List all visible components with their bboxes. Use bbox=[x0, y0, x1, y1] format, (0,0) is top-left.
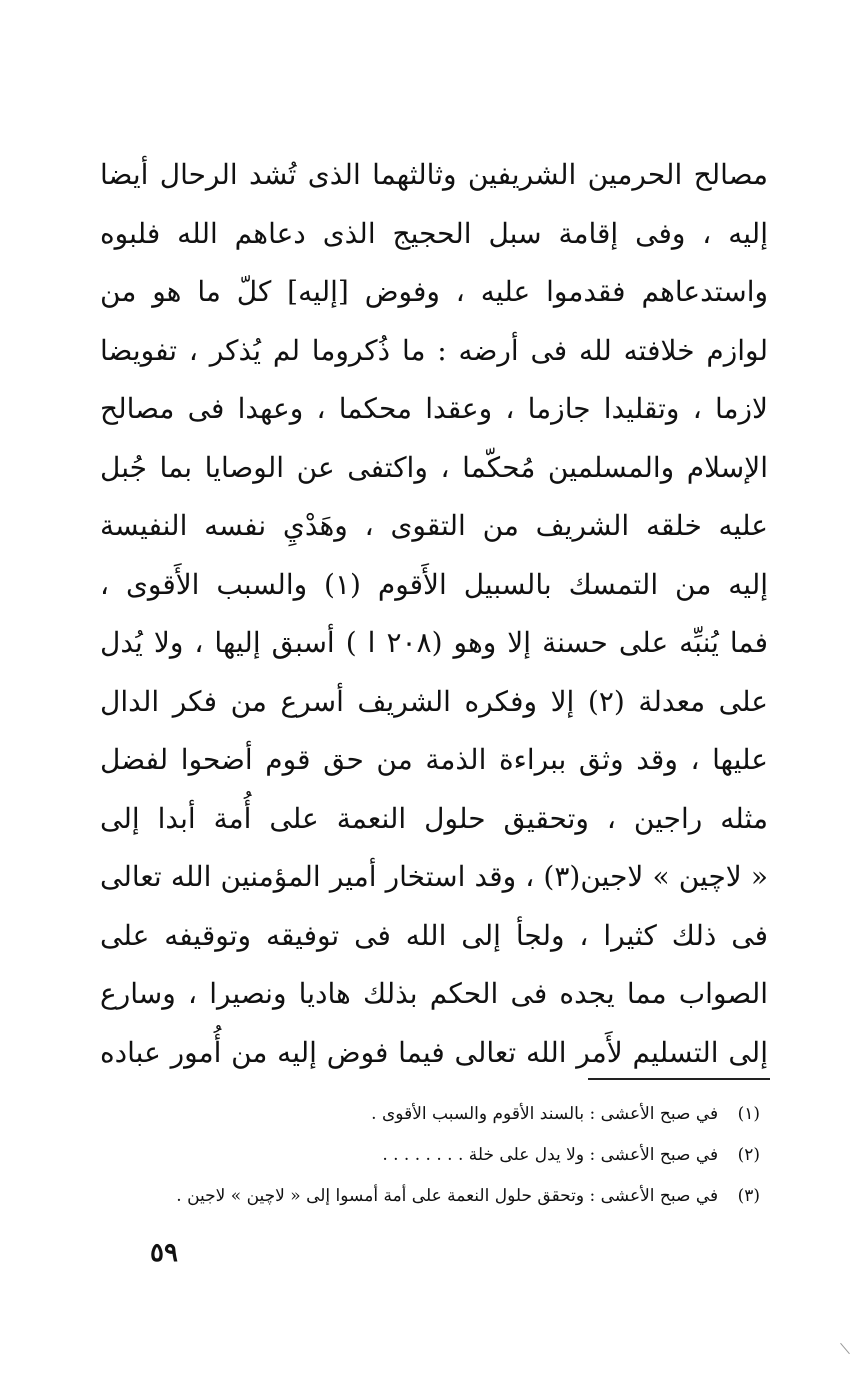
footnote-number: (٢) bbox=[737, 1145, 760, 1165]
text-line: واستدعاهم فقدموا عليه ، وفوض [إليه] كلّ ما هو من bbox=[100, 275, 768, 308]
main-text-block bbox=[100, 146, 768, 1082]
text-line: فى ذلك كثيرا ، ولجأ إلى الله فى توفيقه وتوقيفه على bbox=[100, 918, 768, 952]
footnote-text: في صبح الأعشى : وتحقق حلول النعمة على أمة أمسوا إلى « لاچين » لاجين . bbox=[176, 1186, 719, 1206]
footnote-item bbox=[180, 1135, 760, 1176]
text-line: عليها ، وقد وثق ببراءة الذمة من حق قوم أضحوا لفضل bbox=[100, 743, 768, 776]
scan-mark bbox=[840, 1343, 850, 1354]
text-line: الصواب مما يجده فى الحكم بذلك هاديا ونصيرا ، وسارع bbox=[100, 977, 768, 1010]
text-line: إلى التسليم لأَمر الله تعالى فيما فوض إليه من أُمور عباده bbox=[100, 1035, 768, 1069]
footnote-text: في صبح الأعشى : بالسند الأقوم والسبب الأقوى . bbox=[371, 1104, 719, 1124]
footnote-number: (٣) bbox=[737, 1186, 760, 1206]
text-line: مصالح الحرمين الشريفين وثالثهما الذى تُشد الرحال أيضا bbox=[100, 158, 768, 191]
text-line: فما يُنبِّه على حسنة إلا وهو (٢٠٨ ا ) أسبق إليها ، ولا يُدل bbox=[100, 626, 768, 659]
text-line: إليه ، وفى إقامة سبل الحجيج الذى دعاهم الله فلبوه bbox=[100, 216, 768, 250]
footnote-item bbox=[176, 1176, 760, 1217]
text-line: الإسلام والمسلمين مُحكّما ، واكتفى عن الوصايا بما جُبل bbox=[100, 450, 768, 484]
page-number: ٥٩ bbox=[150, 1238, 178, 1268]
footnote-item bbox=[180, 1094, 760, 1135]
footnotes-block bbox=[176, 1094, 760, 1217]
text-line: « لاچين » لاجين(٣) ، وقد استخار أمير المؤمنين الله تعالى bbox=[100, 860, 768, 893]
text-line: إليه من التمسك بالسبيل الأَقوم (١) والسبب الأَقوى ، bbox=[100, 567, 768, 601]
text-line: لازما ، وتقليدا جازما ، وعقدا محكما ، وعهدا فى مصالح bbox=[100, 392, 768, 425]
footnote-text: في صبح الأعشى : ولا يدل على خلة . . . . . . . . bbox=[382, 1145, 719, 1165]
footnote-separator bbox=[588, 1078, 770, 1080]
text-line: على معدلة (٢) إلا وفكره الشريف أسرع من فكر الدال bbox=[100, 684, 768, 718]
text-line: مثله راجين ، وتحقيق حلول النعمة على أُمة أبدا إلى bbox=[100, 801, 768, 835]
text-line: عليه خلقه الشريف من التقوى ، وهَدْيِ نفسه النفيسة bbox=[100, 509, 768, 542]
footnote-number: (١) bbox=[737, 1104, 760, 1124]
text-line: لوازم خلافته لله فى أرضه : ما ذُكروما لم يُذكر ، تفويضا bbox=[100, 333, 768, 367]
